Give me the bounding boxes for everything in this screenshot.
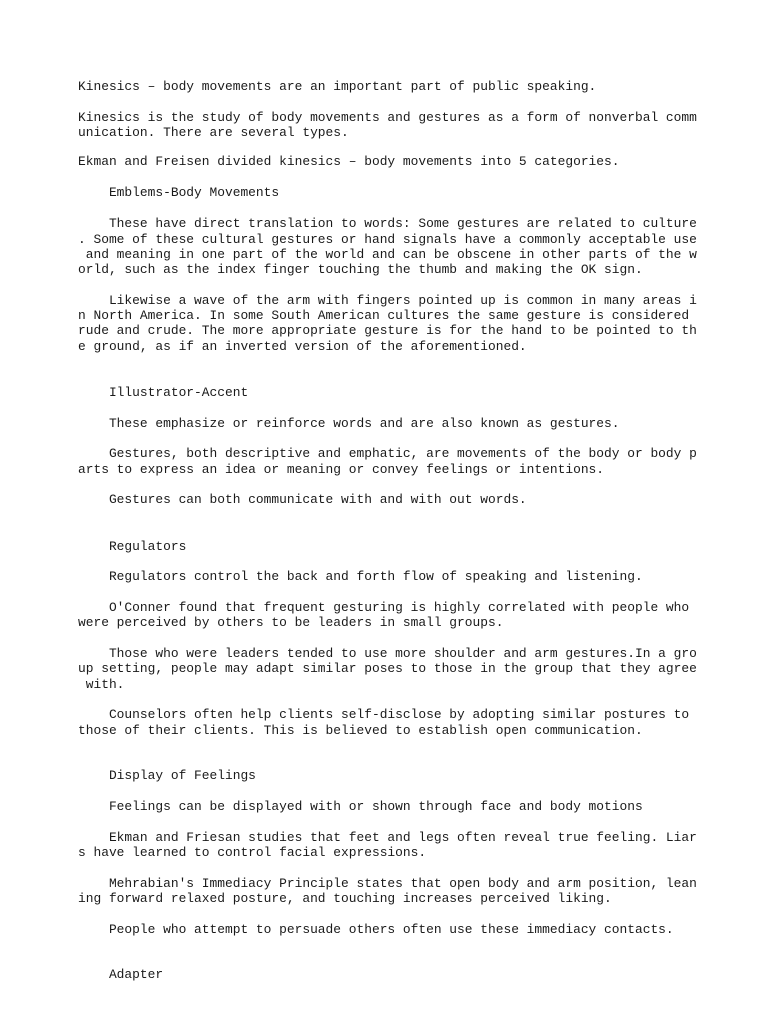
text-line: those of their clients. This is believed to establish open communication.: [78, 723, 643, 738]
section-heading: Emblems-Body Movements: [78, 185, 280, 200]
text-line: Gestures, both descriptive and emphatic, are movements of the body or body p: [78, 446, 697, 461]
text-line: s have learned to control facial expressions.: [78, 845, 427, 860]
text-line: People who attempt to persuade others often use these immediacy contacts.: [78, 922, 674, 937]
text-line: unication. There are several types.: [78, 125, 349, 140]
text-line: Kinesics is the study of body movements and gestures as a form of nonverbal comm: [78, 110, 697, 125]
text-line: ing forward relaxed posture, and touching increases perceived liking.: [78, 891, 612, 906]
text-line: n North America. In some South American cultures the same gesture is considered: [78, 308, 690, 323]
text-line: These have direct translation to words: Some gestures are related to culture: [78, 216, 697, 231]
text-line: were perceived by others to be leaders in small groups.: [78, 615, 504, 630]
section-heading: Display of Feelings: [78, 768, 256, 783]
text-line: orld, such as the index finger touching the thumb and making the OK sign.: [78, 262, 643, 277]
text-line: and meaning in one part of the world and can be obscene in other parts of the w: [78, 247, 697, 262]
text-line: Feelings can be displayed with or shown through face and body motions: [78, 799, 643, 814]
text-line: Those who were leaders tended to use more shoulder and arm gestures.In a gro: [78, 646, 697, 661]
text-line: Ekman and Friesan studies that feet and legs often reveal true feeling. Liar: [78, 830, 697, 845]
text-line: O'Conner found that frequent gesturing is highly correlated with people who: [78, 600, 690, 615]
text-line: Kinesics – body movements are an important part of public speaking.: [78, 79, 597, 94]
text-line: These emphasize or reinforce words and are also known as gestures.: [78, 416, 620, 431]
text-line: Likewise a wave of the arm with fingers pointed up is common in many areas i: [78, 293, 697, 308]
section-heading: Regulators: [78, 539, 187, 554]
text-line: rude and crude. The more appropriate gesture is for the hand to be pointed to th: [78, 323, 697, 338]
text-line: . Some of these cultural gestures or hand signals have a commonly acceptable use: [78, 232, 697, 247]
text-line: e ground, as if an inverted version of the aforementioned.: [78, 339, 527, 354]
text-line: Counselors often help clients self-disclose by adopting similar postures to: [78, 707, 690, 722]
text-line: up setting, people may adapt similar poses to those in the group that they agree: [78, 661, 697, 676]
text-line: Regulators control the back and forth flow of speaking and listening.: [78, 569, 643, 584]
text-line: Ekman and Freisen divided kinesics – body movements into 5 categories.: [78, 154, 620, 169]
text-line: arts to express an idea or meaning or convey feelings or intentions.: [78, 462, 605, 477]
section-heading: Illustrator-Accent: [78, 385, 249, 400]
text-line: Mehrabian's Immediacy Principle states that open body and arm position, lean: [78, 876, 697, 891]
text-line: with.: [78, 677, 125, 692]
text-line: Gestures can both communicate with and with out words.: [78, 492, 527, 507]
section-heading: Adapter: [78, 967, 164, 982]
